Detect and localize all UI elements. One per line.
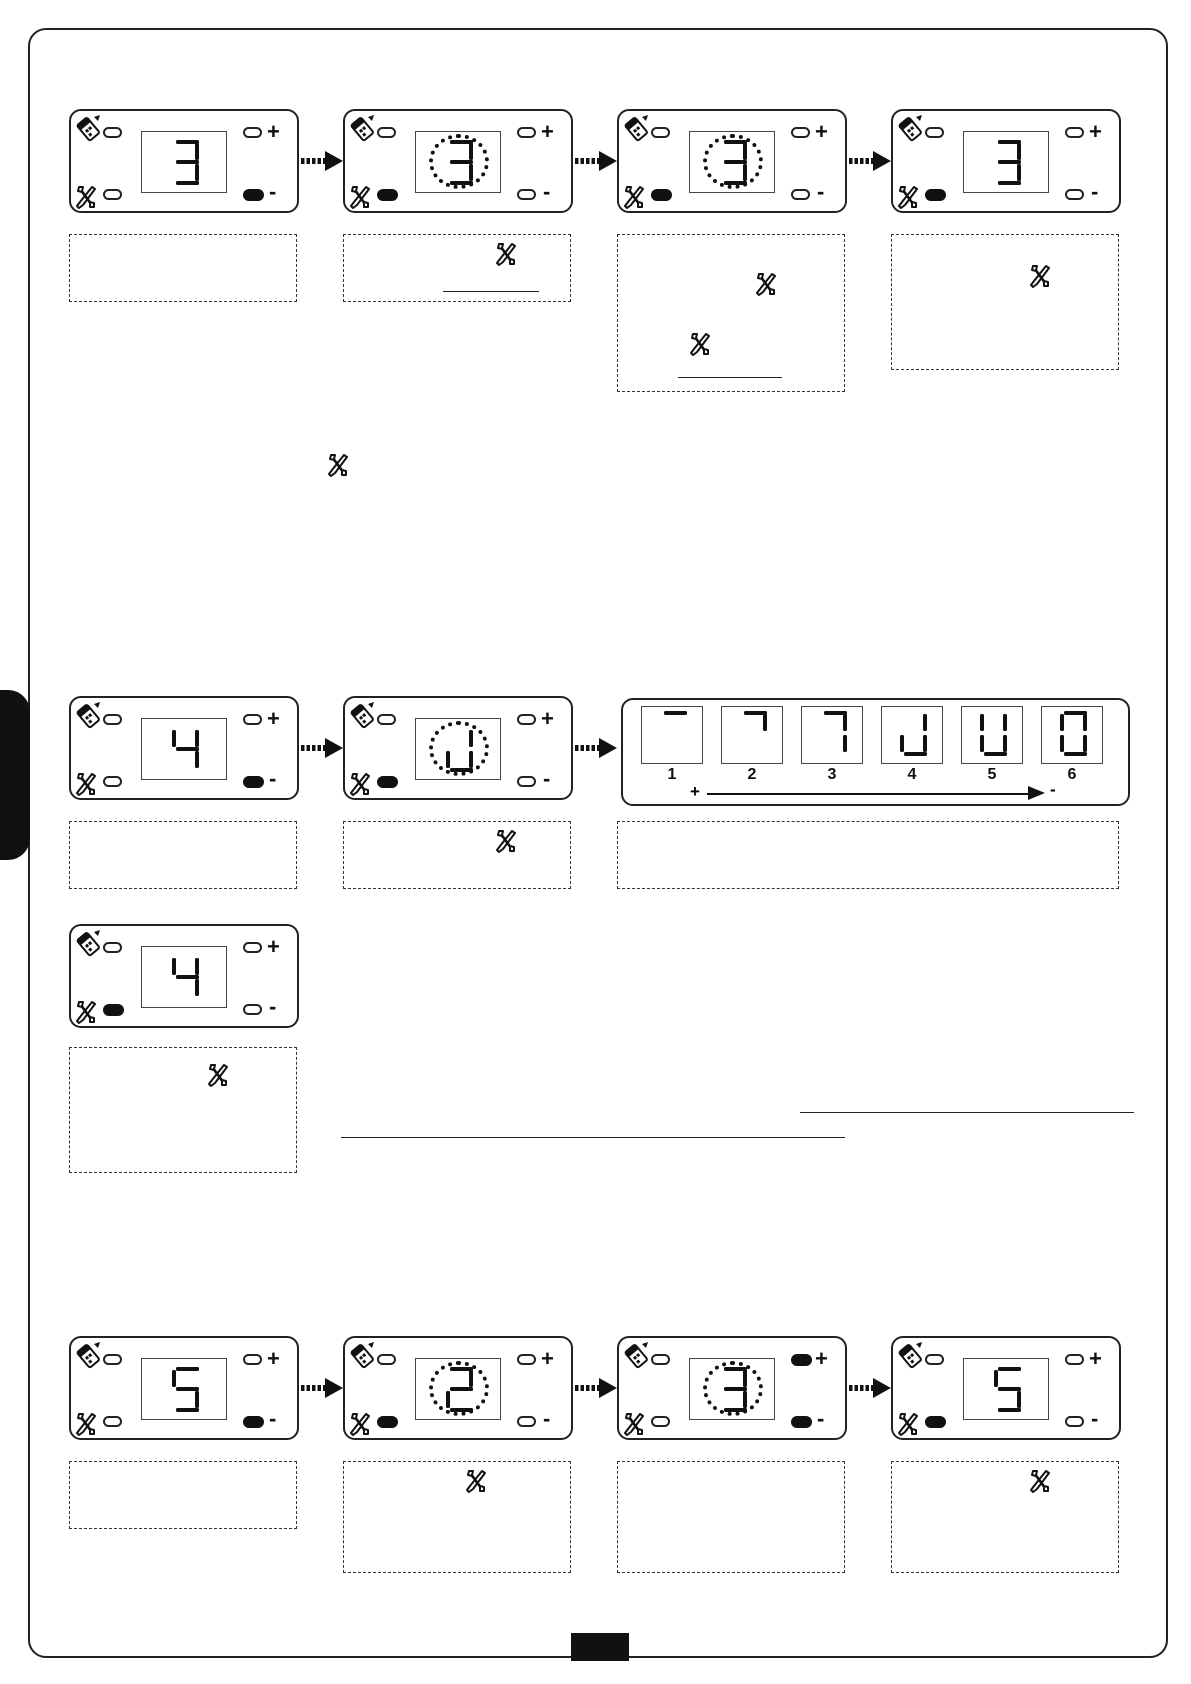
arrow-right-icon (300, 1377, 344, 1399)
level-number: 5 (987, 766, 997, 783)
remote-control-icon (74, 114, 102, 147)
lcd-display (415, 718, 501, 780)
arrow-right-icon (300, 737, 344, 759)
lcd-display (141, 131, 227, 193)
led-minus (517, 1416, 536, 1427)
wrench-icon (326, 452, 350, 483)
led-minus (1065, 189, 1084, 200)
wrench-icon (74, 1411, 98, 1442)
level-cell (1041, 706, 1103, 764)
led-minus (243, 1416, 264, 1428)
underline (800, 1112, 1134, 1113)
wrench-icon (494, 241, 518, 272)
segment-g (176, 160, 199, 164)
blinking-indicator (429, 721, 489, 776)
level-scale (621, 698, 1130, 806)
led-plus (517, 127, 536, 138)
segment-c (1003, 735, 1007, 752)
wrench-icon (348, 184, 372, 215)
level-number: 4 (907, 766, 917, 783)
control-panel (891, 109, 1121, 213)
segment-d (904, 752, 927, 756)
arrow-right-icon (574, 150, 618, 172)
led-minus (1065, 1416, 1084, 1427)
led-remote (377, 714, 396, 725)
minus-label: - (543, 1406, 551, 1431)
led-remote (925, 127, 944, 138)
underline (341, 1137, 845, 1138)
led-remote (103, 714, 122, 725)
led-plus (791, 1354, 812, 1366)
lcd-digit (964, 132, 1048, 192)
control-panel (69, 1336, 299, 1440)
lcd-digit (142, 1359, 226, 1419)
remote-control-icon (348, 1341, 376, 1374)
segment-d (998, 181, 1021, 185)
minus-label: - (817, 179, 825, 204)
wrench-icon (348, 771, 372, 802)
led-wrench (925, 1416, 946, 1428)
segment-b (1003, 714, 1007, 731)
led-minus (791, 1416, 812, 1428)
underline (678, 377, 782, 378)
control-panel (343, 696, 573, 800)
control-panel (69, 696, 299, 800)
lcd-display (963, 1358, 1049, 1420)
led-plus (1065, 1354, 1084, 1365)
led-remote (103, 942, 122, 953)
minus-label: - (269, 179, 277, 204)
level-number: 3 (827, 766, 837, 783)
plus-label: + (1089, 119, 1102, 144)
remote-control-icon (622, 114, 650, 147)
wrench-icon (74, 184, 98, 215)
wrench-icon (896, 1411, 920, 1442)
segment-c (923, 735, 927, 752)
step-note (617, 821, 1119, 889)
level-glyph (962, 707, 1022, 763)
wrench-icon (622, 1411, 646, 1442)
led-plus (791, 127, 810, 138)
segment-b (195, 730, 199, 747)
led-wrench (377, 189, 398, 201)
lcd-display (141, 1358, 227, 1420)
level-glyph (642, 707, 702, 763)
segment-b (1083, 714, 1087, 731)
led-wrench (651, 1416, 670, 1427)
segment-g (998, 160, 1021, 164)
led-plus (243, 127, 262, 138)
plus-label: + (267, 1346, 280, 1371)
segment-b (923, 714, 927, 731)
segment-c (195, 164, 199, 181)
level-cell (961, 706, 1023, 764)
step-note (617, 1461, 845, 1573)
segment-f (172, 1370, 176, 1387)
minus-label: - (817, 1406, 825, 1431)
led-wrench (103, 776, 122, 787)
wrench-icon (896, 184, 920, 215)
step-note (617, 234, 845, 392)
scale-plus-sign: + (690, 782, 700, 801)
remote-control-icon (896, 1341, 924, 1374)
segment-e (900, 735, 904, 752)
level-cell (881, 706, 943, 764)
remote-control-icon (622, 1341, 650, 1374)
wrench-icon (1028, 263, 1052, 294)
control-panel (69, 109, 299, 213)
level-number: 6 (1067, 766, 1077, 783)
segment-c (1017, 164, 1021, 181)
level-cell (721, 706, 783, 764)
segment-c (1017, 1391, 1021, 1408)
scale-arrow-line (707, 793, 1031, 795)
led-plus (517, 1354, 536, 1365)
led-plus (243, 1354, 262, 1365)
led-wrench (377, 776, 398, 788)
control-panel (343, 1336, 573, 1440)
led-wrench (925, 189, 946, 201)
plus-label: + (1089, 1346, 1102, 1371)
segment-b (843, 714, 847, 731)
led-plus (517, 714, 536, 725)
led-plus (243, 942, 262, 953)
step-note (69, 234, 297, 302)
step-note (69, 821, 297, 889)
segment-c (1083, 735, 1087, 752)
led-minus (517, 189, 536, 200)
segment-a (176, 1367, 199, 1371)
plus-label: + (267, 934, 280, 959)
led-remote (103, 1354, 122, 1365)
lcd-digit (142, 947, 226, 1007)
segment-f (1060, 714, 1064, 731)
plus-label: + (267, 706, 280, 731)
led-wrench (377, 1416, 398, 1428)
led-remote (651, 1354, 670, 1365)
arrow-right-icon (848, 150, 892, 172)
plus-label: + (541, 119, 554, 144)
arrow-right-icon (574, 737, 618, 759)
blinking-indicator (429, 1361, 489, 1416)
control-panel (617, 109, 847, 213)
level-number: 1 (667, 766, 677, 783)
segment-b (1017, 143, 1021, 160)
minus-label: - (269, 766, 277, 791)
level-cell (801, 706, 863, 764)
segment-f (172, 730, 176, 747)
segment-g (176, 975, 199, 979)
level-glyph (882, 707, 942, 763)
led-wrench (103, 189, 122, 200)
lcd-display (141, 718, 227, 780)
led-wrench (103, 1004, 124, 1016)
step-note (891, 1461, 1119, 1573)
segment-f (172, 958, 176, 975)
level-number: 2 (747, 766, 757, 783)
control-panel (617, 1336, 847, 1440)
lcd-display (689, 131, 775, 193)
blinking-indicator (703, 1361, 763, 1416)
led-minus (791, 189, 810, 200)
arrow-right-icon (848, 1377, 892, 1399)
led-minus (517, 776, 536, 787)
lcd-display (415, 131, 501, 193)
plus-label: + (815, 119, 828, 144)
plus-label: + (541, 1346, 554, 1371)
segment-c (843, 735, 847, 752)
remote-control-icon (348, 701, 376, 734)
segment-d (984, 752, 1007, 756)
plus-label: + (267, 119, 280, 144)
lcd-digit (142, 719, 226, 779)
remote-control-icon (896, 114, 924, 147)
lcd-display (415, 1358, 501, 1420)
minus-label: - (543, 179, 551, 204)
segment-f (994, 1370, 998, 1387)
arrow-right-icon (574, 1377, 618, 1399)
remote-control-icon (74, 701, 102, 734)
step-note (69, 1047, 297, 1173)
segment-c (195, 751, 199, 768)
led-wrench (651, 189, 672, 201)
led-wrench (103, 1416, 122, 1427)
wrench-icon (74, 771, 98, 802)
plus-label: + (815, 1346, 828, 1371)
lcd-display (141, 946, 227, 1008)
wrench-icon (494, 828, 518, 859)
section-tab (0, 690, 30, 860)
segment-d (998, 1408, 1021, 1412)
level-glyph (1042, 707, 1102, 763)
led-remote (377, 1354, 396, 1365)
underline (443, 291, 539, 292)
led-plus (243, 714, 262, 725)
minus-label: - (269, 1406, 277, 1431)
lcd-digit (964, 1359, 1048, 1419)
segment-c (195, 1391, 199, 1408)
remote-control-icon (348, 114, 376, 147)
segment-a (664, 711, 687, 715)
lcd-display (689, 1358, 775, 1420)
segment-g (176, 747, 199, 751)
level-cell (641, 706, 703, 764)
segment-b (195, 958, 199, 975)
segment-b (763, 714, 767, 731)
blinking-indicator (429, 134, 489, 189)
segment-e (1060, 735, 1064, 752)
minus-label: - (1091, 1406, 1099, 1431)
led-minus (243, 776, 264, 788)
scale-arrow-head (1028, 786, 1045, 800)
wrench-icon (688, 331, 712, 362)
lcd-digit (142, 132, 226, 192)
segment-g (998, 1387, 1021, 1391)
segment-f (980, 714, 984, 731)
control-panel (891, 1336, 1121, 1440)
level-glyph (802, 707, 862, 763)
wrench-icon (464, 1468, 488, 1499)
segment-d (1064, 752, 1087, 756)
plus-label: + (541, 706, 554, 731)
step-note (343, 234, 571, 302)
wrench-icon (622, 184, 646, 215)
wrench-icon (754, 271, 778, 302)
led-plus (1065, 127, 1084, 138)
segment-d (176, 1408, 199, 1412)
led-minus (243, 1004, 262, 1015)
led-remote (651, 127, 670, 138)
led-minus (243, 189, 264, 201)
segment-a (998, 1367, 1021, 1371)
minus-label: - (269, 994, 277, 1019)
step-note (343, 821, 571, 889)
level-glyph (722, 707, 782, 763)
page-number-box (571, 1633, 629, 1661)
control-panel (343, 109, 573, 213)
step-note (69, 1461, 297, 1529)
segment-b (195, 143, 199, 160)
control-panel (69, 924, 299, 1028)
segment-e (980, 735, 984, 752)
minus-label: - (1091, 179, 1099, 204)
remote-control-icon (74, 1341, 102, 1374)
scale-minus-sign: - (1050, 780, 1056, 799)
lcd-display (963, 131, 1049, 193)
wrench-icon (348, 1411, 372, 1442)
led-remote (925, 1354, 944, 1365)
segment-g (176, 1387, 199, 1391)
remote-control-icon (74, 929, 102, 962)
segment-c (195, 979, 199, 996)
segment-d (176, 181, 199, 185)
led-remote (377, 127, 396, 138)
wrench-icon (1028, 1468, 1052, 1499)
blinking-indicator (703, 134, 763, 189)
led-remote (103, 127, 122, 138)
step-note (891, 234, 1119, 370)
wrench-icon (206, 1062, 230, 1093)
arrow-right-icon (300, 150, 344, 172)
step-note (343, 1461, 571, 1573)
wrench-icon (74, 999, 98, 1030)
minus-label: - (543, 766, 551, 791)
